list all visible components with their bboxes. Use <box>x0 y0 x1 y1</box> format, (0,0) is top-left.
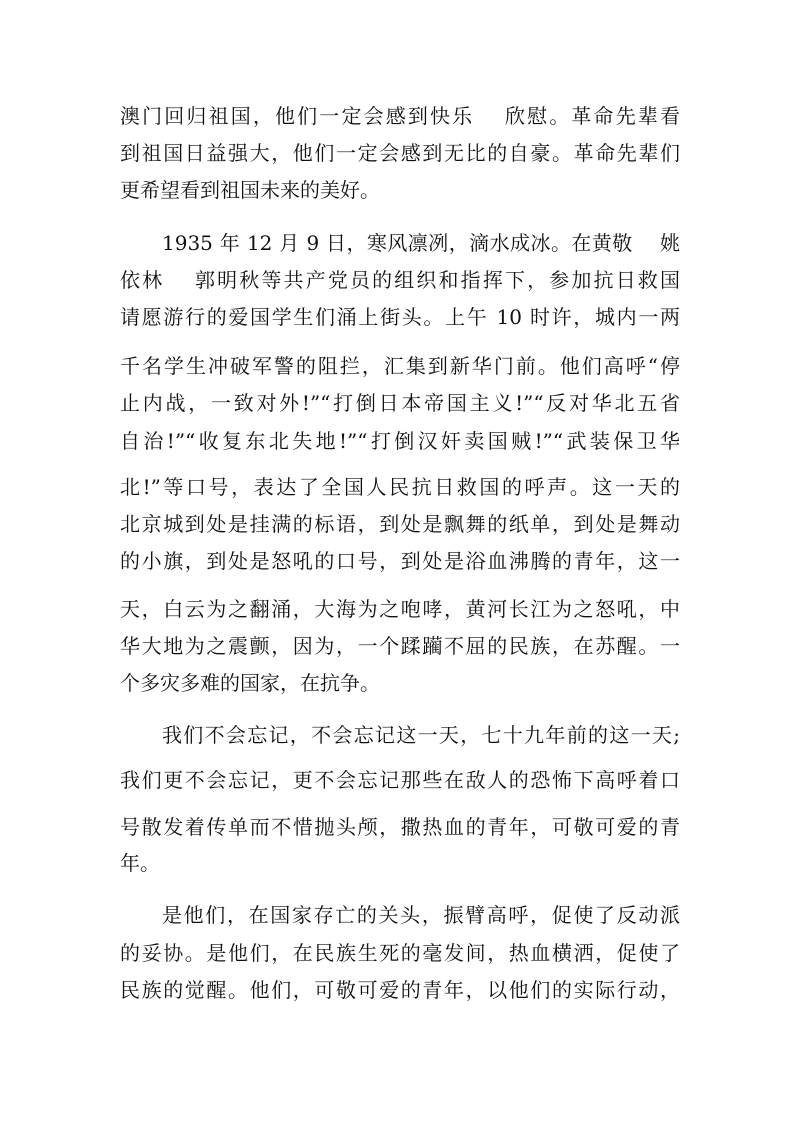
paragraph-line: 我们更不会忘记，更不会忘记那些在敌人的恐怖下高呼着口 <box>120 768 680 792</box>
paragraph-line: 是他们，在国家存亡的关头，振臂高呼，促使了反动派 <box>162 903 680 927</box>
paragraph-line: 的妥协。是他们，在民族生死的毫发间，热血横洒，促使了 <box>120 941 680 965</box>
paragraph-line: 年。 <box>120 851 160 875</box>
paragraph-line: 自治!”“收复东北失地!”“打倒汉奸卖国贼!”“武装保卫华 <box>120 429 680 453</box>
paragraph-line: 个多灾多难的国家，在抗争。 <box>120 671 380 695</box>
paragraph-line: 请愿游行的爱国学生们涌上街头。上午 10 时许，城内一两 <box>120 305 680 329</box>
paragraph-line: 民族的觉醒。他们，可敬可爱的青年，以他们的实际行动， <box>120 978 680 1002</box>
paragraph-line: 华大地为之震颤，因为，一个蹂躏不屈的民族，在苏醒。一 <box>120 634 680 658</box>
paragraph-line: 号散发着传单而不惜抛头颅，撒热血的青年，可敬可爱的青 <box>120 815 680 839</box>
paragraph-line: 到祖国日益强大，他们一定会感到无比的自豪。革命先辈们 <box>120 141 680 165</box>
paragraph-line: 的小旗，到处是怒吼的口号，到处是浴血沸腾的青年，这一 <box>120 549 680 573</box>
paragraph-line: 千名学生冲破军警的阻拦，汇集到新华门前。他们高呼“停 <box>120 354 680 378</box>
paragraph-line: 止内战，一致对外!”“打倒日本帝国主义!”“反对华北五省 <box>120 391 680 415</box>
paragraph-line: 1935 年 12 月 9 日，寒风凛冽，滴水成冰。在黄敬 姚 <box>162 231 680 255</box>
paragraph-line: 北京城到处是挂满的标语，到处是飘舞的纸单，到处是舞动 <box>120 512 680 536</box>
paragraph-line: 依林 郭明秋等共产党员的组织和指挥下，参加抗日救国 <box>120 268 680 292</box>
paragraph-line: 澳门回归祖国，他们一定会感到快乐 欣慰。革命先辈看 <box>120 104 680 128</box>
paragraph-line: 我们不会忘记，不会忘记这一天，七十九年前的这一天; <box>162 723 680 747</box>
paragraph-line: 天，白云为之翻涌，大海为之咆哮，黄河长江为之怒吼，中 <box>120 597 680 621</box>
paragraph-line: 北!”等口号，表达了全国人民抗日救国的呼声。这一天的 <box>120 475 680 499</box>
paragraph-line: 更希望看到祖国未来的美好。 <box>120 178 380 202</box>
